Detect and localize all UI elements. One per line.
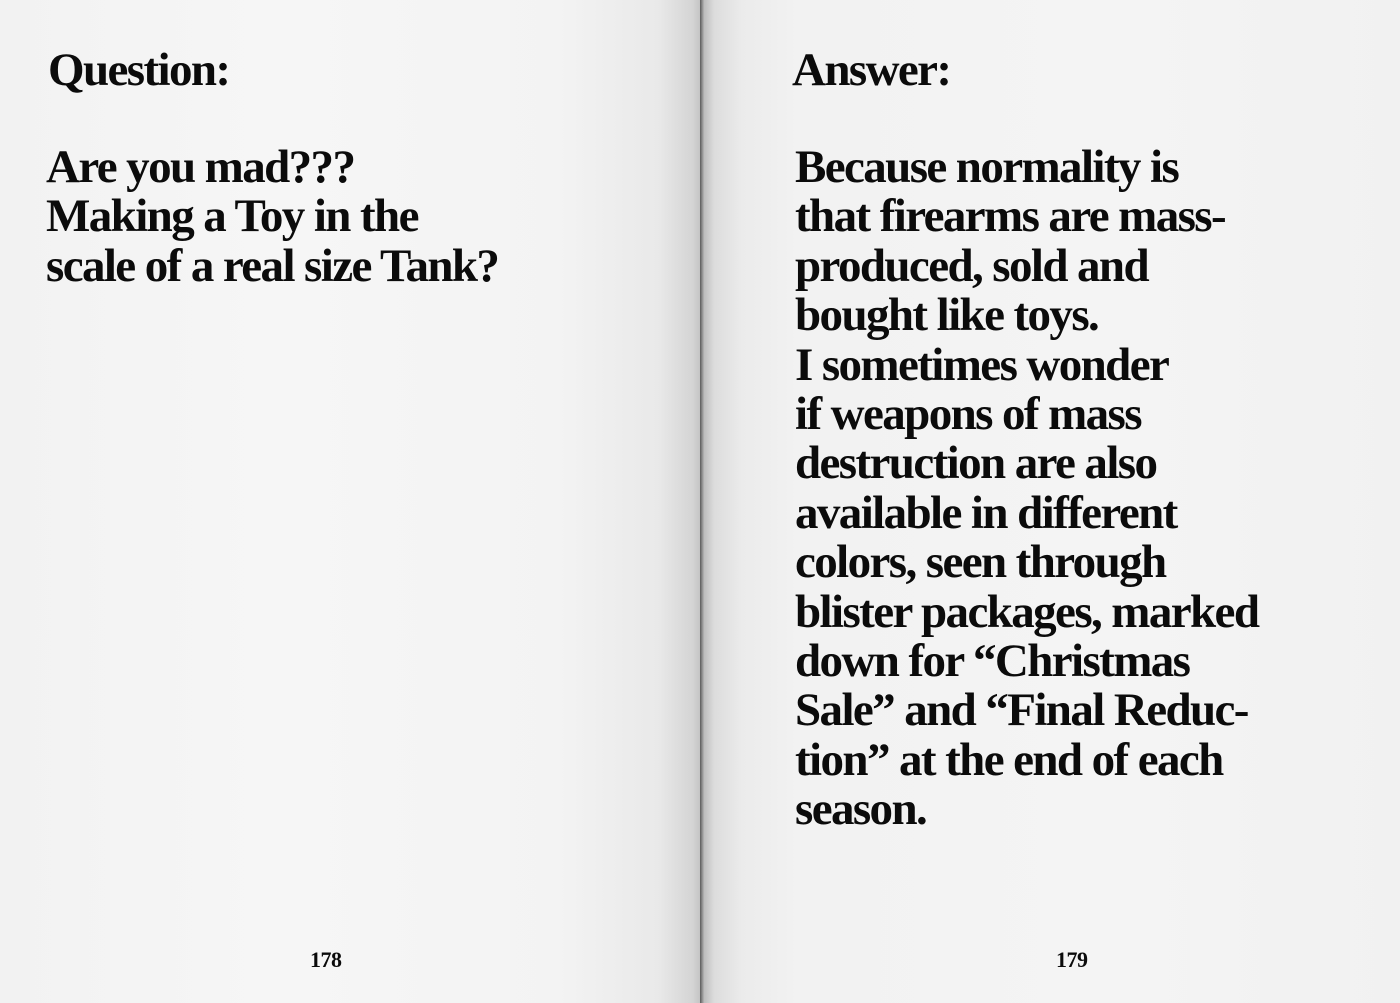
answer-line: destruction are also (795, 437, 1157, 490)
answer-line: down for “Christmas (795, 635, 1190, 688)
answer-line: Because normality is (795, 141, 1179, 193)
question-line: Are you mad??? (46, 141, 355, 193)
answer-line: I sometimes wonder (795, 338, 1169, 391)
answer-line: produced, sold and (795, 239, 1149, 292)
answer-heading: Answer: (792, 44, 951, 96)
answer-text (795, 143, 1258, 835)
question-heading: Question: (48, 44, 230, 96)
answer-line: that firearms are mass- (795, 190, 1226, 243)
question-line: scale of a real size Tank? (46, 239, 499, 292)
answer-line: bought like toys. (795, 289, 1099, 342)
page-number-left: 178 (310, 947, 342, 972)
question-text (46, 143, 498, 291)
answer-line: colors, seen through (795, 536, 1166, 589)
answer-line: blister packages, marked (795, 585, 1259, 638)
answer-line: tion” at the end of each (795, 733, 1223, 786)
answer-line: if weapons of mass (795, 388, 1141, 441)
right-page (700, 0, 1400, 1003)
answer-line: Sale” and “Final Reduc- (795, 684, 1248, 737)
answer-line: season. (795, 783, 927, 836)
page-number-right: 179 (1056, 947, 1088, 972)
question-line: Making a Toy in the (46, 190, 418, 243)
answer-line: available in different (795, 486, 1177, 539)
